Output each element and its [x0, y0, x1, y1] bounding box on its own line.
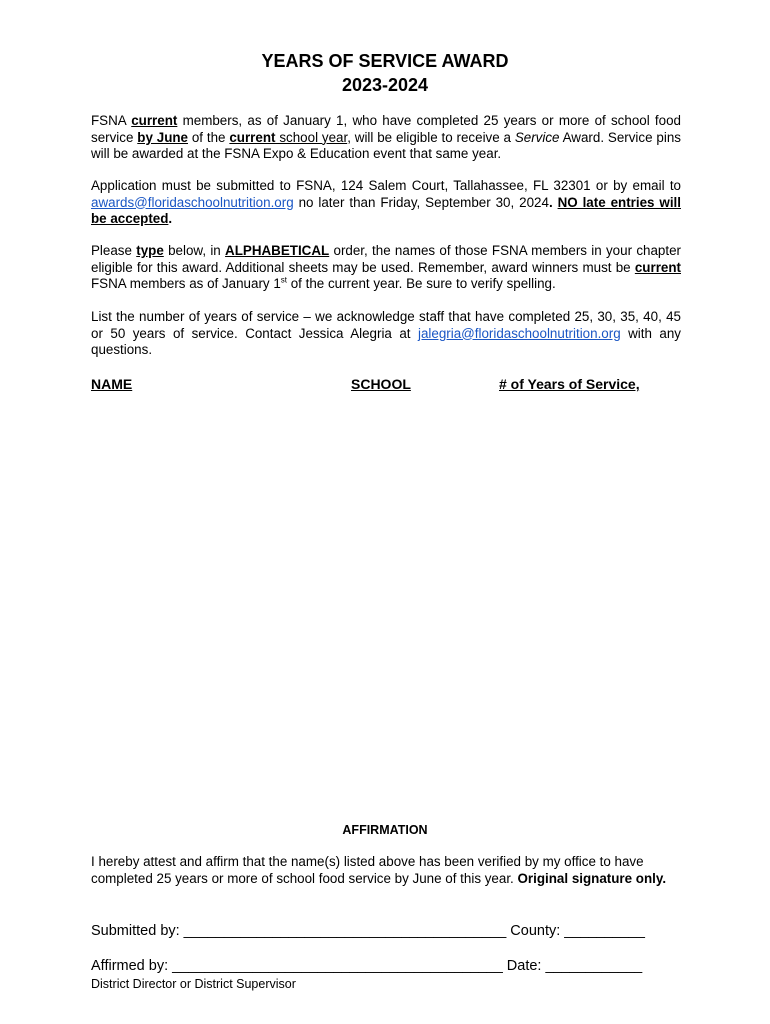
years-paragraph: List the number of years of service – we acknowledge staff that have completed 25, 30, 35, 40, 45 or 50 years of service. Contact Jessica Alegria at jalegria@floridaschoolnutrition.org with any questions. — [91, 309, 681, 358]
contact-email-link[interactable]: jalegria@floridaschoolnutrition.org — [417, 325, 621, 341]
instructions-paragraph: Please type below, in ALPHABETICAL order, the names of those FSNA members in your chapter eligible for this award. Additional sheets may be used. Remember, award winners must be current FSNA members as of January 1st of the current year. Be sure to verify spelling. — [91, 243, 681, 292]
deadline-warning: NO late entries will be accepted — [91, 194, 681, 227]
awards-email-link[interactable]: awards@floridaschoolnutrition.org — [91, 194, 294, 210]
name-column-header: NAME — [91, 376, 133, 392]
affirmation-heading: AFFIRMATION — [342, 823, 428, 837]
signer-role-caption: District Director or District Supervisor — [91, 977, 296, 991]
affirmation-text: I hereby attest and affirm that the name(s) listed above has been verified by my office to have completed 25 years or more of school food service by June of this year. Original signature only. — [91, 854, 667, 886]
submission-paragraph: Application must be submitted to FSNA, 124 Salem Court, Tallahassee, FL 32301 or by email to awards@floridaschoolnutrition.org no later than Friday, September 30, 2024. NO late entries will be accepted. — [91, 178, 681, 227]
form-year: 2023-2024 — [341, 75, 429, 95]
years-column-header: # of Years of Service, — [499, 376, 640, 392]
submitted-by-line[interactable]: Submitted by: ________________________________________ County: __________ — [91, 923, 645, 939]
eligibility-paragraph: FSNA current members, as of January 1, who have completed 25 years or more of school food service by June of the current school year, will be eligible to receive a Service Award. Service pins will be awarded at the FSNA Expo & Education event that same year. — [91, 113, 681, 162]
affirmed-by-line[interactable]: Affirmed by: _________________________________________ Date: ____________ — [91, 958, 643, 974]
school-column-header: SCHOOL — [351, 376, 411, 392]
member-entry-area[interactable] — [91, 400, 681, 810]
form-title: YEARS OF SERVICE AWARD — [261, 51, 509, 71]
